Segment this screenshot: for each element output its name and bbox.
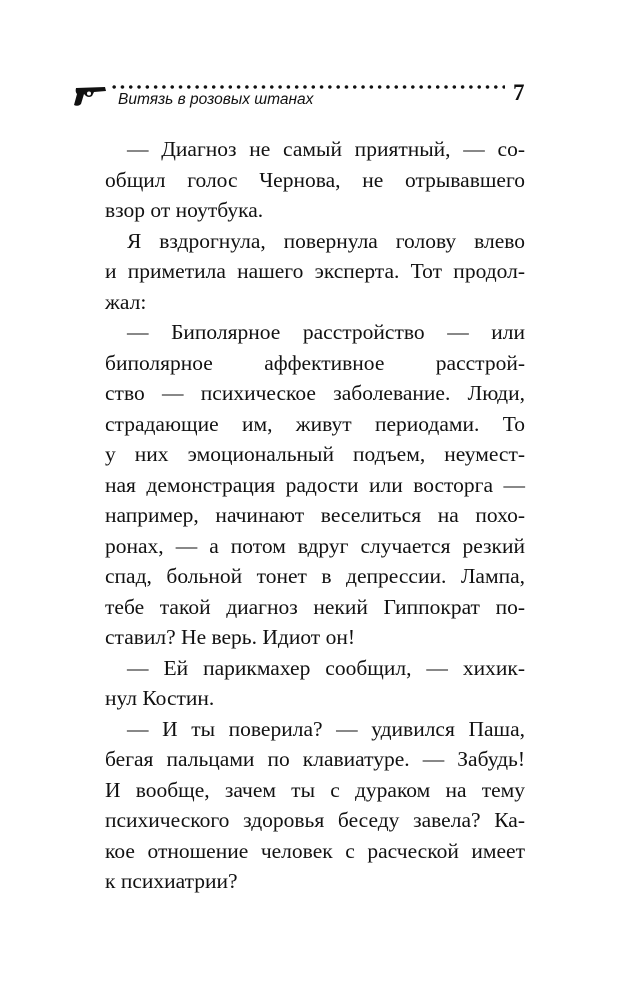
text-line: — Ей парикмахер сообщил, — хихик- <box>127 655 525 680</box>
text-line: ство — психическое заболевание. Люди, <box>105 381 525 405</box>
text-line: биполярное аффективное расстрой- <box>105 350 525 375</box>
dotted-rule <box>110 85 505 89</box>
book-title: Витязь в розовых штанах <box>118 91 314 108</box>
body-text <box>105 134 525 897</box>
text-line: ставил? Не верь. Идиот он! <box>105 625 355 649</box>
text-line: Я вздрогнула, повернула голову влево <box>127 228 525 253</box>
text-line: у них эмоциональный подъем, неумест- <box>105 442 525 466</box>
text-line: психического здоровья беседу завела? Ка- <box>105 808 525 832</box>
text-line: спад, больной тонет в депрессии. Лампа, <box>105 564 525 588</box>
text-line: например, начинают веселиться на похо- <box>105 503 525 527</box>
text-line: И вообще, зачем ты с дураком на тему <box>105 777 525 802</box>
text-line: и приметила нашего эксперта. Тот продол- <box>105 259 525 283</box>
text-line: к психиатрии? <box>105 869 238 893</box>
text-line: общил голос Чернова, не отрывавшего <box>105 167 525 192</box>
text-line: взор от ноутбука. <box>105 198 264 222</box>
text-line: — Биполярное расстройство — или <box>127 320 525 344</box>
page-number: 7 <box>513 80 525 105</box>
text-line: нул Костин. <box>105 686 215 710</box>
text-line: — Диагноз не самый приятный, — со- <box>127 137 525 161</box>
running-header <box>70 78 530 114</box>
text-line: ронах, — а потом вдруг случается резкий <box>105 533 525 558</box>
text-line: страдающие им, живут периодами. То <box>105 411 525 436</box>
revolver-icon <box>72 84 108 108</box>
text-line: — И ты поверила? — удивился Паша, <box>127 716 525 741</box>
text-line: тебе такой диагноз некий Гиппократ по- <box>105 594 525 619</box>
text-line: жал: <box>105 289 147 314</box>
text-line: ная демонстрация радости или восторга — <box>105 472 525 497</box>
text-line: бегая пальцами по клавиатуре. — Забудь! <box>105 747 525 771</box>
text-line: кое отношение человек с расческой имеет <box>105 838 525 863</box>
